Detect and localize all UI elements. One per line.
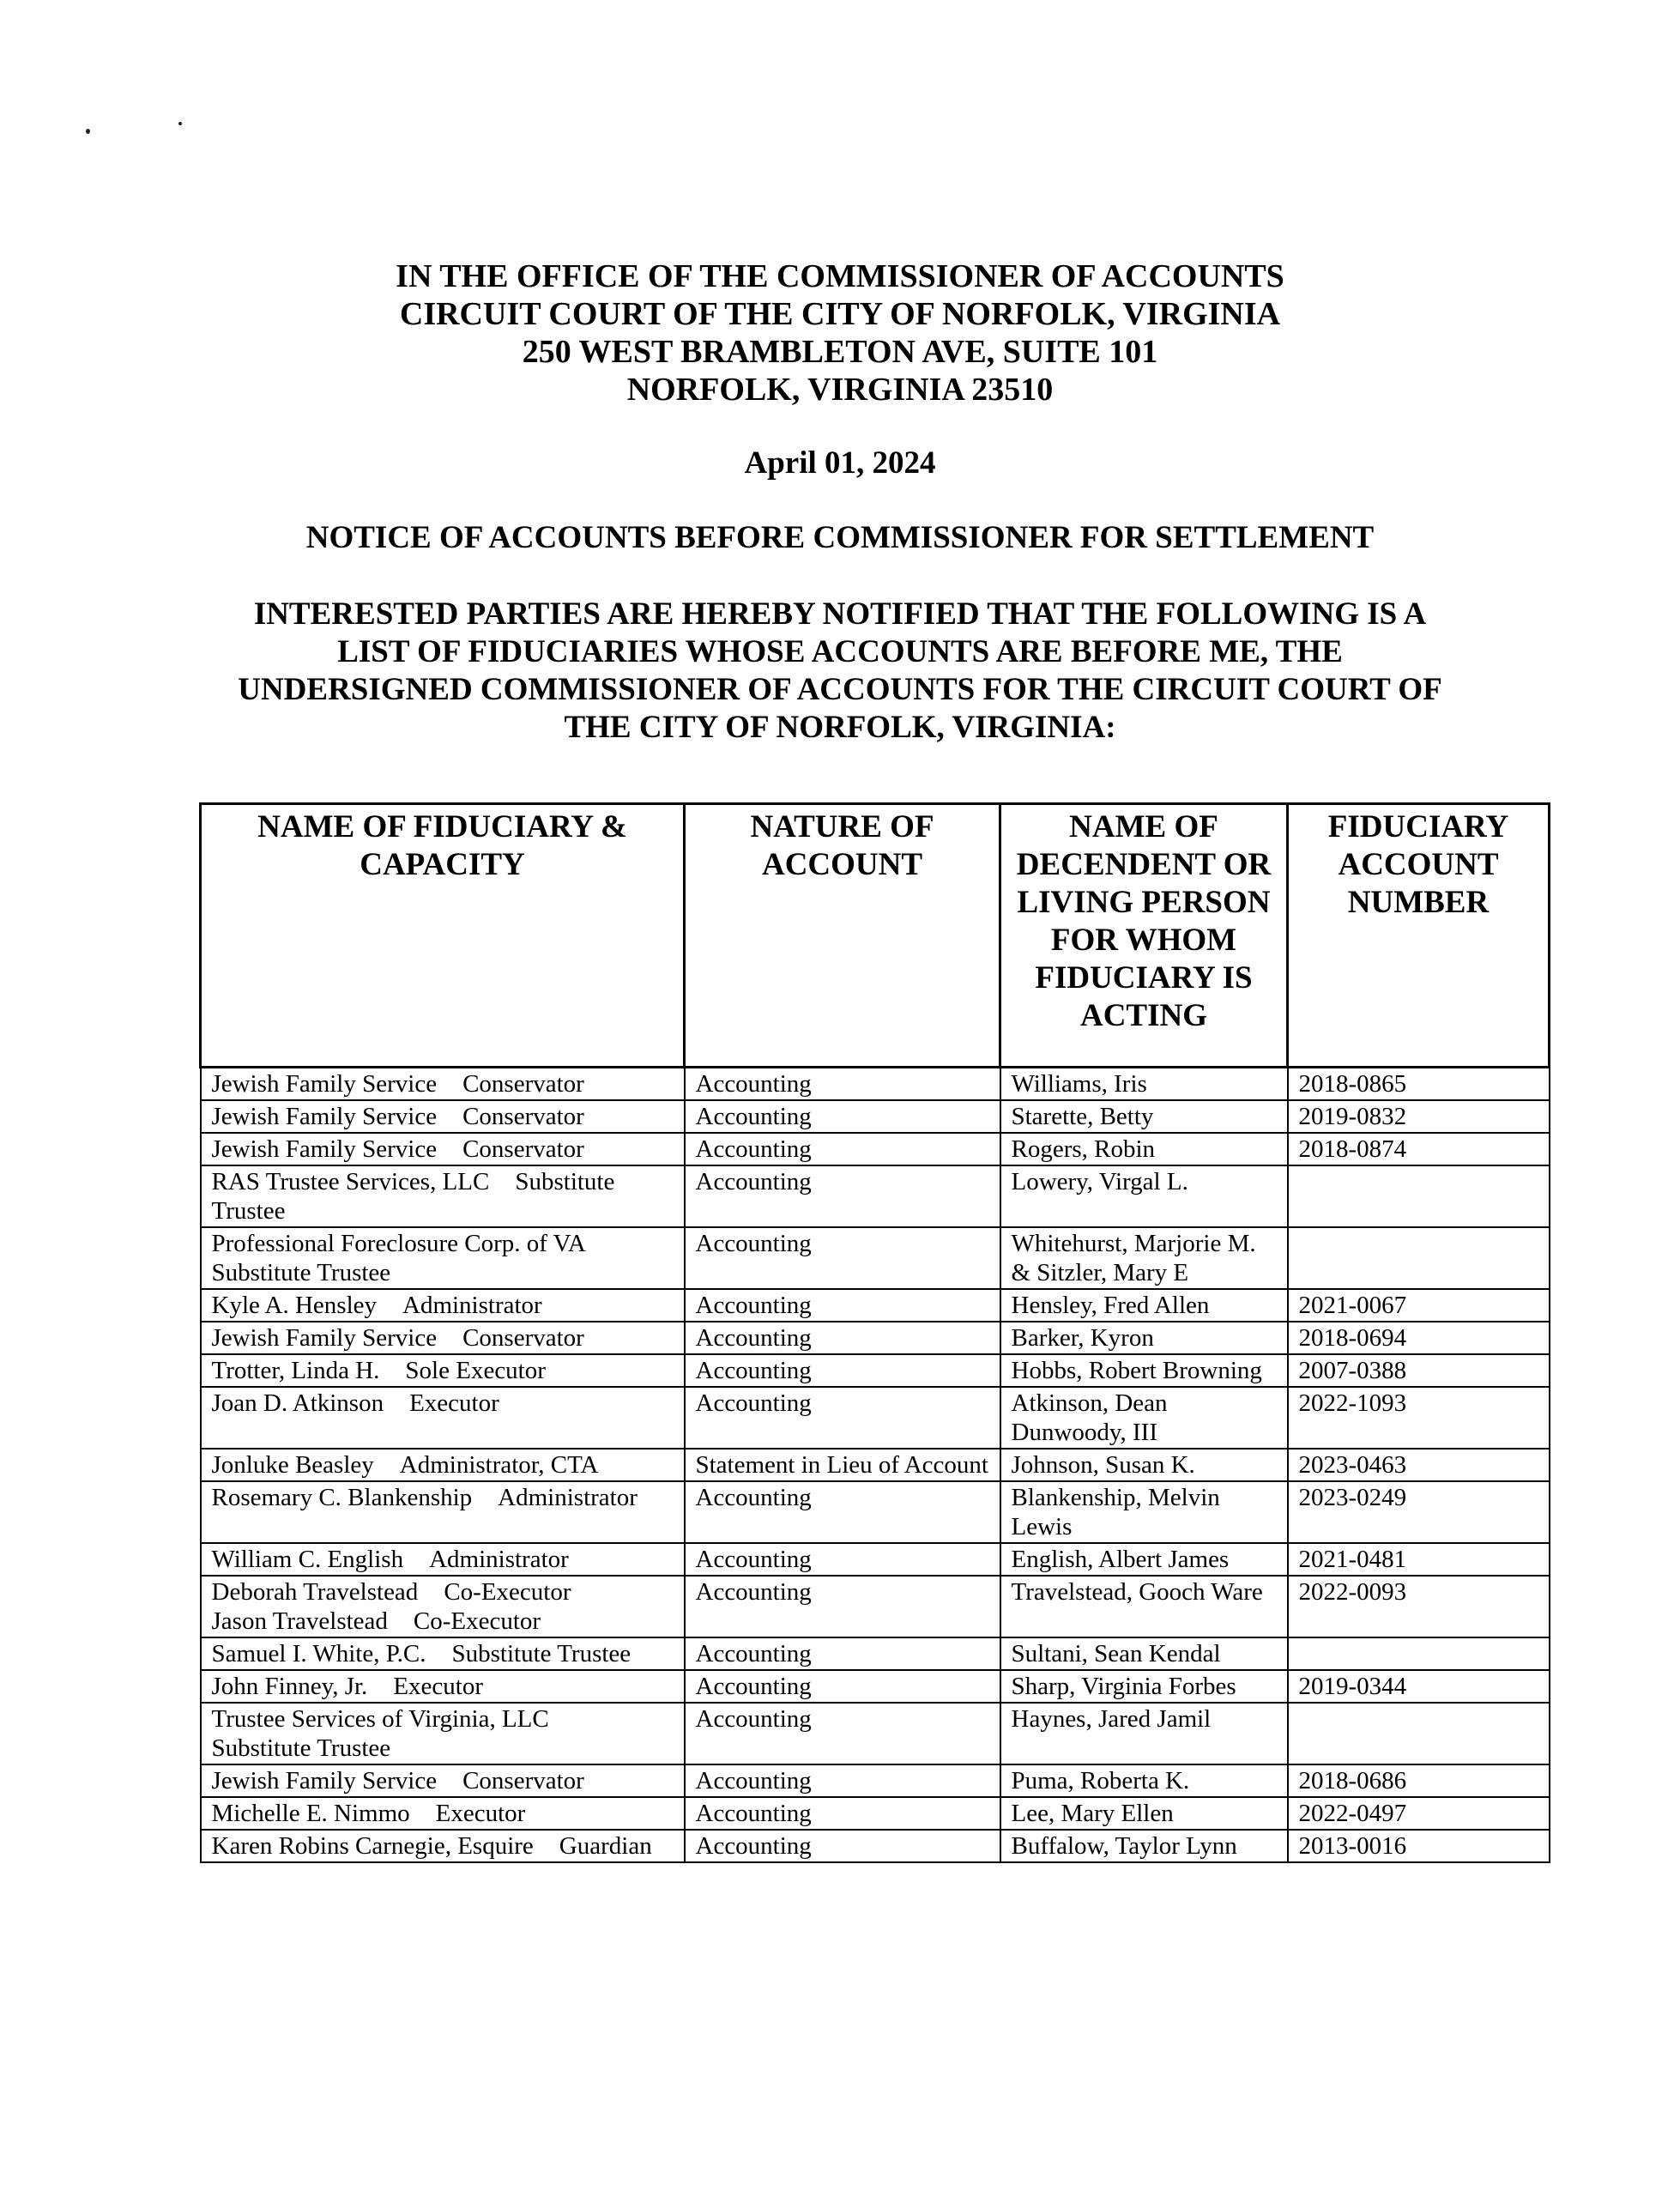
table-header-row — [201, 804, 1550, 1068]
cell-fiduciary — [201, 1354, 685, 1387]
cell-nature: Accounting — [685, 1165, 1000, 1227]
table-row — [201, 1637, 1550, 1670]
fiduciary-capacity: Substitute Trustee — [451, 1640, 632, 1667]
fiduciary-capacity: Conservator — [462, 1070, 584, 1098]
cell-nature: Accounting — [685, 1481, 1000, 1543]
fiduciary-capacity: Sole Executor — [405, 1357, 546, 1384]
fiduciary-capacity: Executor — [435, 1800, 526, 1827]
cell-fiduciary — [201, 1165, 685, 1227]
scan-specks — [86, 120, 189, 154]
fiduciary-name: Jewish Family Service — [211, 1135, 438, 1163]
table-row — [201, 1387, 1550, 1449]
cell-decedent: Whitehurst, Marjorie M. & Sitzler, Mary E — [1000, 1227, 1288, 1289]
scan-speck — [86, 129, 90, 134]
column-header-nature: NATURE OF ACCOUNT — [685, 804, 1000, 1068]
fiduciary-capacity: Administrator — [498, 1484, 638, 1511]
cell-nature: Accounting — [685, 1637, 1000, 1670]
fiduciary-name: Professional Foreclosure Corp. of VA — [211, 1230, 586, 1257]
notice-title: NOTICE OF ACCOUNTS BEFORE COMMISSIONER FOR SETTLEMENT — [305, 520, 1375, 555]
cell-account-number — [1288, 1703, 1550, 1764]
cell-fiduciary — [201, 1543, 685, 1576]
cell-account-number: 2022-0093 — [1288, 1576, 1550, 1637]
intro-line: INTERESTED PARTIES ARE HEREBY NOTIFIED THAT THE FOLLOWING IS A — [253, 596, 1427, 632]
fiduciary-name: Joan D. Atkinson — [211, 1389, 384, 1417]
cell-account-number: 2018-0694 — [1288, 1322, 1550, 1354]
court-header — [0, 257, 1680, 409]
cell-nature: Accounting — [685, 1387, 1000, 1449]
cell-account-number: 2021-0481 — [1288, 1543, 1550, 1576]
fiduciary-capacity: Guardian — [559, 1832, 652, 1860]
cell-account-number — [1288, 1637, 1550, 1670]
column-header-account-number: FIDUCIARY ACCOUNT NUMBER — [1288, 804, 1550, 1068]
cell-nature: Accounting — [685, 1830, 1000, 1862]
cell-account-number: 2013-0016 — [1288, 1830, 1550, 1862]
fiduciary-name: Jewish Family Service — [211, 1324, 438, 1352]
cell-fiduciary — [201, 1100, 685, 1133]
cell-decedent: Rogers, Robin — [1000, 1133, 1288, 1165]
column-header-fiduciary: NAME OF FIDUCIARY & CAPACITY — [201, 804, 685, 1068]
cell-decedent: Starette, Betty — [1000, 1100, 1288, 1133]
column-header-decedent: NAME OF DECENDENT OR LIVING PERSON FOR WHOM FIDUCIARY IS ACTING — [1000, 804, 1288, 1068]
fiduciary-capacity: Substitute Trustee — [211, 1734, 391, 1762]
cell-decedent: Lee, Mary Ellen — [1000, 1797, 1288, 1830]
cell-account-number: 2019-0344 — [1288, 1670, 1550, 1703]
cell-decedent: Haynes, Jared Jamil — [1000, 1703, 1288, 1764]
cell-decedent: Lowery, Virgal L. — [1000, 1165, 1288, 1227]
scan-speck — [178, 122, 182, 125]
fiduciary-capacity: Conservator — [462, 1767, 584, 1795]
cell-nature: Accounting — [685, 1576, 1000, 1637]
table-row — [201, 1165, 1550, 1227]
fiduciary-name: Deborah Travelstead — [211, 1578, 419, 1606]
cell-nature: Accounting — [685, 1703, 1000, 1764]
cell-decedent: Buffalow, Taylor Lynn — [1000, 1830, 1288, 1862]
fiduciary-name: Jewish Family Service — [211, 1070, 438, 1098]
fiduciary-capacity: Substitute Trustee — [211, 1168, 615, 1225]
fiduciary-name: Jewish Family Service — [211, 1767, 438, 1795]
cell-account-number: 2022-1093 — [1288, 1387, 1550, 1449]
fiduciary-name: John Finney, Jr. — [211, 1673, 368, 1700]
cell-account-number: 2023-0249 — [1288, 1481, 1550, 1543]
header-line-court: CIRCUIT COURT OF THE CITY OF NORFOLK, VIRGINIA — [399, 296, 1281, 332]
cell-account-number: 2019-0832 — [1288, 1100, 1550, 1133]
cell-account-number: 2018-0686 — [1288, 1764, 1550, 1797]
fiduciary-capacity: Co-Executor — [413, 1607, 541, 1635]
fiduciary-name: Kyle A. Hensley — [211, 1292, 377, 1319]
table-row — [201, 1543, 1550, 1576]
table-body — [201, 1068, 1550, 1863]
cell-nature: Statement in Lieu of Account — [685, 1449, 1000, 1481]
fiduciary-name: William C. English — [211, 1546, 404, 1573]
cell-account-number: 2007-0388 — [1288, 1354, 1550, 1387]
fiduciary-capacity: Substitute Trustee — [211, 1259, 391, 1286]
table-row — [201, 1481, 1550, 1543]
cell-decedent: Puma, Roberta K. — [1000, 1764, 1288, 1797]
cell-nature: Accounting — [685, 1322, 1000, 1354]
cell-fiduciary — [201, 1797, 685, 1830]
cell-decedent: Travelstead, Gooch Ware — [1000, 1576, 1288, 1637]
cell-decedent: Hobbs, Robert Browning — [1000, 1354, 1288, 1387]
fiduciary-name: Jewish Family Service — [211, 1103, 438, 1130]
fiduciary-name: Samuel I. White, P.C. — [211, 1640, 426, 1667]
header-line-city: NORFOLK, VIRGINIA 23510 — [626, 372, 1054, 408]
cell-decedent: Williams, Iris — [1000, 1068, 1288, 1101]
table-row — [201, 1354, 1550, 1387]
cell-nature: Accounting — [685, 1289, 1000, 1322]
fiduciary-capacity: Administrator — [402, 1292, 542, 1319]
cell-decedent: Atkinson, Dean Dunwoody, III — [1000, 1387, 1288, 1449]
cell-nature: Accounting — [685, 1100, 1000, 1133]
cell-fiduciary — [201, 1322, 685, 1354]
cell-fiduciary — [201, 1703, 685, 1764]
table-row — [201, 1703, 1550, 1764]
table-row — [201, 1797, 1550, 1830]
cell-decedent: Johnson, Susan K. — [1000, 1449, 1288, 1481]
fiduciary-name: Trustee Services of Virginia, LLC — [211, 1705, 549, 1733]
header-line-street: 250 WEST BRAMBLETON AVE, SUITE 101 — [522, 334, 1158, 370]
cell-fiduciary — [201, 1387, 685, 1449]
cell-decedent: Hensley, Fred Allen — [1000, 1289, 1288, 1322]
fiduciary-name: Rosemary C. Blankenship — [211, 1484, 473, 1511]
cell-account-number: 2021-0067 — [1288, 1289, 1550, 1322]
cell-fiduciary — [201, 1481, 685, 1543]
fiduciary-name: Karen Robins Carnegie, Esquire — [211, 1832, 534, 1860]
fiduciary-capacity: Administrator — [429, 1546, 569, 1573]
cell-nature: Accounting — [685, 1764, 1000, 1797]
header-line-office: IN THE OFFICE OF THE COMMISSIONER OF ACCOUNTS — [396, 258, 1284, 294]
cell-nature: Accounting — [685, 1133, 1000, 1165]
fiduciary-accounts-table — [199, 802, 1550, 1863]
table-row — [201, 1764, 1550, 1797]
cell-nature: Accounting — [685, 1227, 1000, 1289]
cell-fiduciary — [201, 1830, 685, 1862]
fiduciary-capacity: Conservator — [462, 1135, 584, 1163]
intro-line: LIST OF FIDUCIARIES WHOSE ACCOUNTS ARE BEFORE ME, THE — [337, 634, 1343, 669]
fiduciary-capacity: Co-Executor — [444, 1578, 571, 1606]
cell-decedent: English, Albert James — [1000, 1543, 1288, 1576]
table-row — [201, 1576, 1550, 1637]
cell-fiduciary — [201, 1227, 685, 1289]
notice-date: April 01, 2024 — [744, 445, 936, 481]
cell-nature: Accounting — [685, 1670, 1000, 1703]
cell-account-number: 2018-0865 — [1288, 1068, 1550, 1101]
table-row — [201, 1449, 1550, 1481]
cell-fiduciary — [201, 1764, 685, 1797]
cell-decedent: Sharp, Virginia Forbes — [1000, 1670, 1288, 1703]
table-row — [201, 1227, 1550, 1289]
cell-account-number — [1288, 1227, 1550, 1289]
cell-decedent: Blankenship, Melvin Lewis — [1000, 1481, 1288, 1543]
table-row — [201, 1830, 1550, 1862]
intro-line: THE CITY OF NORFOLK, VIRGINIA: — [564, 710, 1116, 745]
fiduciary-name: RAS Trustee Services, LLC — [211, 1168, 490, 1195]
table-row — [201, 1322, 1550, 1354]
cell-fiduciary — [201, 1289, 685, 1322]
cell-fiduciary — [201, 1670, 685, 1703]
fiduciary-name: Jonluke Beasley — [211, 1451, 374, 1479]
cell-account-number: 2018-0874 — [1288, 1133, 1550, 1165]
fiduciary-name: Jason Travelstead — [211, 1607, 388, 1635]
cell-decedent: Barker, Kyron — [1000, 1322, 1288, 1354]
cell-account-number: 2023-0463 — [1288, 1449, 1550, 1481]
cell-fiduciary — [201, 1068, 685, 1101]
fiduciary-capacity: Administrator, CTA — [399, 1451, 599, 1479]
fiduciary-capacity: Conservator — [462, 1103, 584, 1130]
intro-line: UNDERSIGNED COMMISSIONER OF ACCOUNTS FOR THE CIRCUIT COURT OF — [238, 672, 1442, 707]
fiduciary-name: Trotter, Linda H. — [211, 1357, 380, 1384]
fiduciary-capacity: Conservator — [462, 1324, 584, 1352]
cell-account-number — [1288, 1165, 1550, 1227]
table-row — [201, 1670, 1550, 1703]
cell-nature: Accounting — [685, 1797, 1000, 1830]
fiduciary-capacity: Executor — [409, 1389, 499, 1417]
cell-fiduciary — [201, 1637, 685, 1670]
fiduciary-capacity: Executor — [393, 1673, 483, 1700]
table-row — [201, 1133, 1550, 1165]
cell-account-number: 2022-0497 — [1288, 1797, 1550, 1830]
cell-fiduciary — [201, 1133, 685, 1165]
cell-fiduciary — [201, 1576, 685, 1637]
table-row — [201, 1289, 1550, 1322]
cell-nature: Accounting — [685, 1354, 1000, 1387]
fiduciary-name: Michelle E. Nimmo — [211, 1800, 410, 1827]
cell-nature: Accounting — [685, 1068, 1000, 1101]
table-row — [201, 1068, 1550, 1101]
cell-decedent: Sultani, Sean Kendal — [1000, 1637, 1288, 1670]
cell-fiduciary — [201, 1449, 685, 1481]
table-row — [201, 1100, 1550, 1133]
cell-nature: Accounting — [685, 1543, 1000, 1576]
notice-intro — [0, 596, 1680, 747]
